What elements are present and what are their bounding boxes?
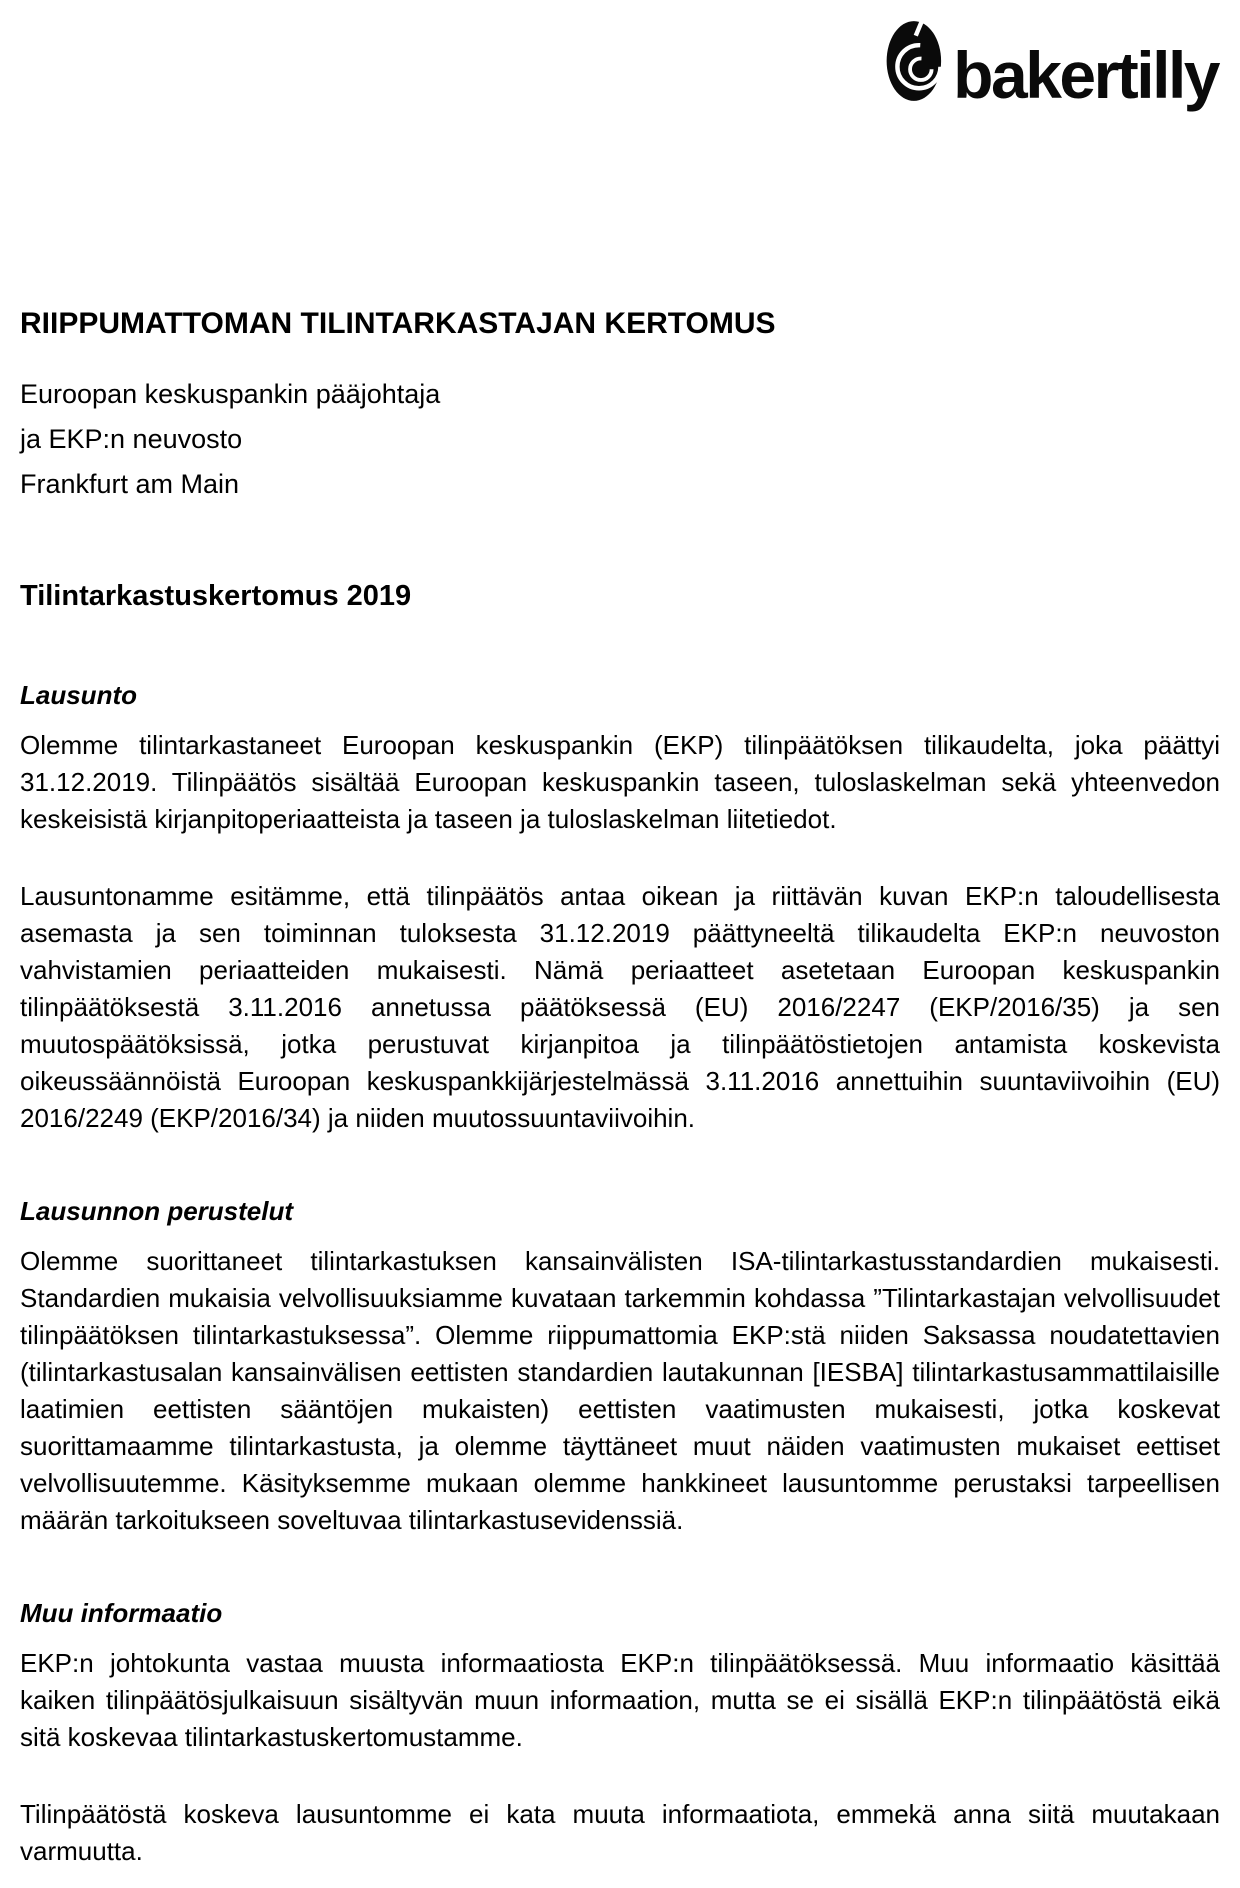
brand-logo (20, 14, 1220, 126)
brand-wordmark: bakertilly (953, 38, 1218, 112)
paragraph-basis-for-opinion: Olemme suorittaneet tilintarkastuksen kansainvälisten ISA-tilintarkastusstandardien mukaisesti. Standardien mukaisia velvollisuuksiamme kuvataan tarkemmin kohdassa ”Tilintarkastajan velvollisuudet tilinpäätöksen tilintarkastuksessa”. Olemme riippumattomia EKP:stä niiden Saksassa noudatettavien (tilintarkastusalan kansainvälisen eettisten standardien lautakunnan [IESBA] tilintarkastusammattilaisille laatimien eettisten sääntöjen mukaisten) eettisten vaatimusten mukaisesti, jotka koskevat suorittamaamme tilintarkastusta, ja olemme täyttäneet muut näiden vaatimusten mukaiset eettiset velvollisuutemme. Käsityksemme mukaan olemme hankkineet lausuntomme perustaksi tarpeellisen määrän tarkoitukseen soveltuvaa tilintarkastusevidenssiä. (20, 1246, 1220, 1535)
paragraph-other-information-2: Tilinpäätöstä koskeva lausuntomme ei kata muuta informaatiota, emmekä anna siitä muutakaan varmuutta. (20, 1799, 1220, 1866)
addressee-line-3: Frankfurt am Main (20, 469, 240, 499)
bakertilly-icon (886, 16, 943, 106)
report-year-heading: Tilintarkastuskertomus 2019 (20, 580, 412, 612)
section-heading-lausunto: Lausunto (20, 680, 137, 710)
addressee-line-1: Euroopan keskuspankin pääjohtaja (20, 379, 441, 409)
section-heading-lausunnon-perustelut: Lausunnon perustelut (20, 1196, 293, 1226)
paragraph-opinion-1: Olemme tilintarkastaneet Euroopan keskuspankin (EKP) tilinpäätöksen tilikaudelta, joka päättyi 31.12.2019. Tilinpäätös sisältää Euroopan keskuspankin taseen, tuloslaskelman sekä yhteenvedon keskeisistä kirjanpitoperiaatteista ja taseen ja tuloslaskelman liitetiedot. (20, 730, 1220, 834)
addressee-block (20, 372, 1220, 507)
paragraph-other-information-1: EKP:n johtokunta vastaa muusta informaatiosta EKP:n tilinpäätöksessä. Muu informaatio käsittää kaiken tilinpäätösjulkaisuun sisältyvän muun informaation, mutta se ei sisällä EKP:n tilinpäätöstä eikä sitä koskevaa tilintarkastuskertomustamme. (20, 1648, 1220, 1752)
paragraph-opinion-2: Lausuntonamme esitämme, että tilinpäätös antaa oikean ja riittävän kuvan EKP:n taloudellisesta asemasta ja sen toiminnan tuloksesta 31.12.2019 päättyneeltä tilikaudelta EKP:n neuvoston vahvistamien periaatteiden mukaisesti. Nämä periaatteet asetetaan Euroopan keskuspankin tilinpäätöksestä 3.11.2016 annetussa päätöksessä (EU) 2016/2247 (EKP/2016/35) ja sen muutospäätöksissä, jotka perustuvat kirjanpitoa ja tilinpäätöstietojen antamista koskevista oikeussäännöistä Euroopan keskuspankkijärjestelmässä 3.11.2016 annettuihin suuntaviivoihin (EU) 2016/2249 (EKP/2016/34) ja niiden muutossuuntaviivoihin. (20, 881, 1220, 1133)
addressee-line-2: ja EKP:n neuvosto (20, 424, 243, 454)
section-heading-muu-informaatio: Muu informaatio (20, 1598, 223, 1628)
report-title: RIIPPUMATTOMAN TILINTARKASTAJAN KERTOMUS (20, 307, 776, 340)
